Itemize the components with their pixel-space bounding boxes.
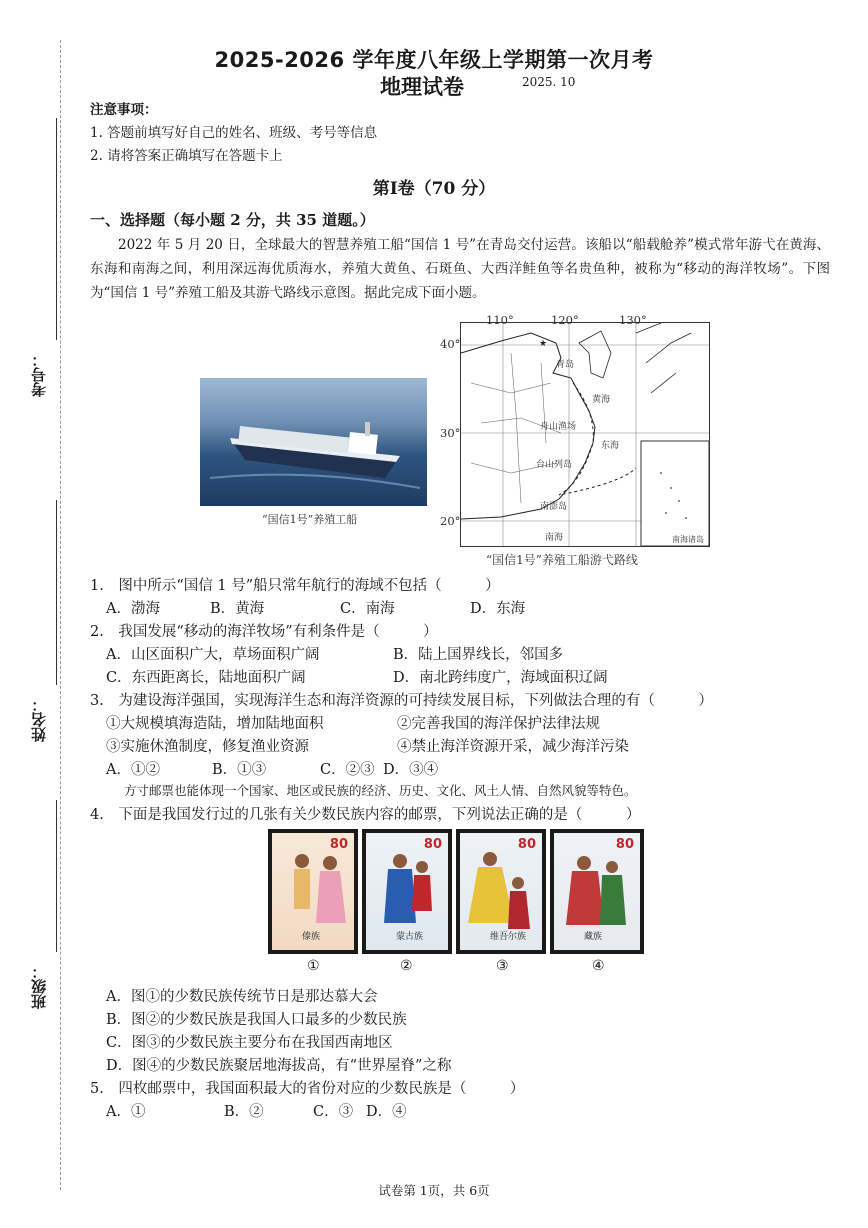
page-footer: 试卷第 1页，共 6页 xyxy=(378,1183,490,1198)
map-label-nanhai-islands: 南海诸岛 xyxy=(672,535,704,544)
stamp-number: ① xyxy=(307,958,320,974)
q4-option-c: C．图③的少数民族主要分布在我国西南地区 xyxy=(106,1035,393,1051)
exam-title: 2025-2026 学年度八年级上学期第一次月考 xyxy=(214,48,654,72)
stamp-ethnic-name: 藏族 xyxy=(584,932,603,942)
stamp-number: ④ xyxy=(592,958,605,974)
map-lon-120: 120° xyxy=(551,313,579,327)
q3-option-b: B．①③ xyxy=(212,762,267,778)
class-label: 班级： xyxy=(30,964,48,1009)
q2-option-c: C．东西距离长，陆地面积广阔 xyxy=(106,670,306,686)
map-label-nanpeng: 南澎岛 xyxy=(540,502,568,512)
ship-photo xyxy=(200,378,427,506)
q4-option-a: A．图①的少数民族传统节日是那达慕大会 xyxy=(106,989,378,1005)
q3-option-d: D．③④ xyxy=(383,762,439,778)
exam-no-label: 考号： xyxy=(30,352,48,397)
q3-item-4: ④禁止海洋资源开采，减少海洋污染 xyxy=(397,739,629,755)
notice-heading: 注意事项： xyxy=(90,102,158,118)
question-5-stem: 5. 四枚邮票中，我国面积最大的省份对应的少数民族是（ ） xyxy=(90,1081,525,1097)
stamp-number: ② xyxy=(400,958,413,974)
question-1-stem: 1. 图中所示“国信 1 号”船只常年航行的海域不包括（ ） xyxy=(90,578,500,594)
stamp-2 xyxy=(362,829,452,954)
stamp-1 xyxy=(268,829,358,954)
class-line xyxy=(56,800,57,952)
q2-option-b: B．陆上国界线长，邻国多 xyxy=(393,647,564,663)
map-label-qingdao: 青岛 xyxy=(556,360,575,370)
stamp-number: ③ xyxy=(496,958,509,974)
stamp-value: 80 xyxy=(517,837,536,852)
map-lat-30: 30° xyxy=(440,426,461,440)
exam-date: 2025. 10 xyxy=(522,75,576,89)
exam-no-line xyxy=(56,118,57,340)
stamp-3 xyxy=(456,829,546,954)
map-label-huanghai: 黄海 xyxy=(592,395,611,405)
map-label-zhoushan: 舟山渔场 xyxy=(540,422,577,432)
map-caption: “国信1号”养殖工船游弋路线 xyxy=(486,553,638,567)
question-2-stem: 2. 我国发展“移动的海洋牧场”有利条件是（ ） xyxy=(90,624,438,640)
notice-item: 2. 请将答案正确填写在答题卡上 xyxy=(90,148,283,164)
q2-option-a: A．山区面积广大，草场面积广阔 xyxy=(106,647,320,663)
q3-option-a: A．①② xyxy=(106,762,160,778)
q5-option-a: A．① xyxy=(106,1104,146,1120)
q5-option-b: B．② xyxy=(224,1104,264,1120)
question-3-stem: 3. 为建设海洋强国，实现海洋生态和海洋资源的可持续发展目标，下列做法合理的有（ ） xyxy=(90,693,713,709)
q1-option-d: D．东海 xyxy=(470,601,526,617)
q3-item-2: ②完善我国的海洋保护法律法规 xyxy=(397,716,600,732)
q4-option-d: D．图④的少数民族聚居地海拔高，有“世界屋脊”之称 xyxy=(106,1058,452,1074)
stamp-ethnic-name: 傣族 xyxy=(302,932,321,942)
q1-option-a: A．渤海 xyxy=(106,601,160,617)
map-label-nanhai: 南海 xyxy=(545,533,564,543)
q4-option-b: B．图②的少数民族是我国人口最多的少数民族 xyxy=(106,1012,407,1028)
map-lat-40: 40° xyxy=(440,337,461,351)
svg-text:★: ★ xyxy=(539,339,548,349)
q3-option-c: C．②③ xyxy=(320,762,375,778)
exam-subject: 地理试卷 xyxy=(380,75,464,99)
stamp-ethnic-name: 蒙古族 xyxy=(396,932,424,942)
stamp-ethnic-name: 维吾尔族 xyxy=(490,932,527,942)
map-lon-110: 110° xyxy=(486,313,514,327)
stamp-value: 80 xyxy=(329,837,348,852)
q1-option-c: C．南海 xyxy=(340,601,395,617)
map-lat-20: 20° xyxy=(440,514,461,528)
stamp-value: 80 xyxy=(615,837,634,852)
passage-2: 方寸邮票也能体现一个国家、地区或民族的经济、历史、文化、风土人情、自然风貌等特色。 xyxy=(124,783,637,798)
ship-caption: “国信1号”养殖工船 xyxy=(262,513,358,526)
q5-option-c: C．③ xyxy=(313,1104,354,1120)
route-map xyxy=(460,322,710,547)
question-4-stem: 4. 下面是我国发行过的几张有关少数民族内容的邮票，下列说法正确的是（ ） xyxy=(90,807,641,823)
map-label-donghai: 东海 xyxy=(601,441,620,451)
q3-item-1: ①大规模填海造陆，增加陆地面积 xyxy=(106,716,324,732)
name-line xyxy=(56,500,57,685)
q3-item-3: ③实施休渔制度，修复渔业资源 xyxy=(106,739,309,755)
map-lon-130: 130° xyxy=(619,313,647,327)
q5-option-d: D．④ xyxy=(366,1104,407,1120)
map-label-taishan: 台山列岛 xyxy=(536,460,573,470)
stamp-value: 80 xyxy=(423,837,442,852)
stamp-4 xyxy=(550,829,644,954)
notice-item: 1. 答题前填写好自己的姓名、班级、考号等信息 xyxy=(90,125,378,141)
part-title: 第Ⅰ卷（70 分） xyxy=(372,179,496,199)
q2-option-d: D．南北跨纬度广，海域面积辽阔 xyxy=(393,670,608,686)
section-title: 一、选择题（每小题 2 分，共 35 道题。） xyxy=(90,211,375,229)
q1-option-b: B．黄海 xyxy=(210,601,265,617)
name-label: 姓名： xyxy=(30,697,48,742)
passage-1: 2022 年 5 月 20 日，全球最大的智慧养殖工船“国信 1 号”在青岛交付运营。该船以“船载舱养”模式常年游弋在黄海、东海和南海之间，利用深远海优质海水，养殖大黄鱼、石斑鱼、大西洋鲑鱼等名贵鱼种，被称为“移动的海洋牧场”。下图为“国信 1 号”养殖工船及其游弋路线示意图。据此完成下面小题。 xyxy=(90,237,830,301)
binding-dashed-line xyxy=(60,40,61,1190)
